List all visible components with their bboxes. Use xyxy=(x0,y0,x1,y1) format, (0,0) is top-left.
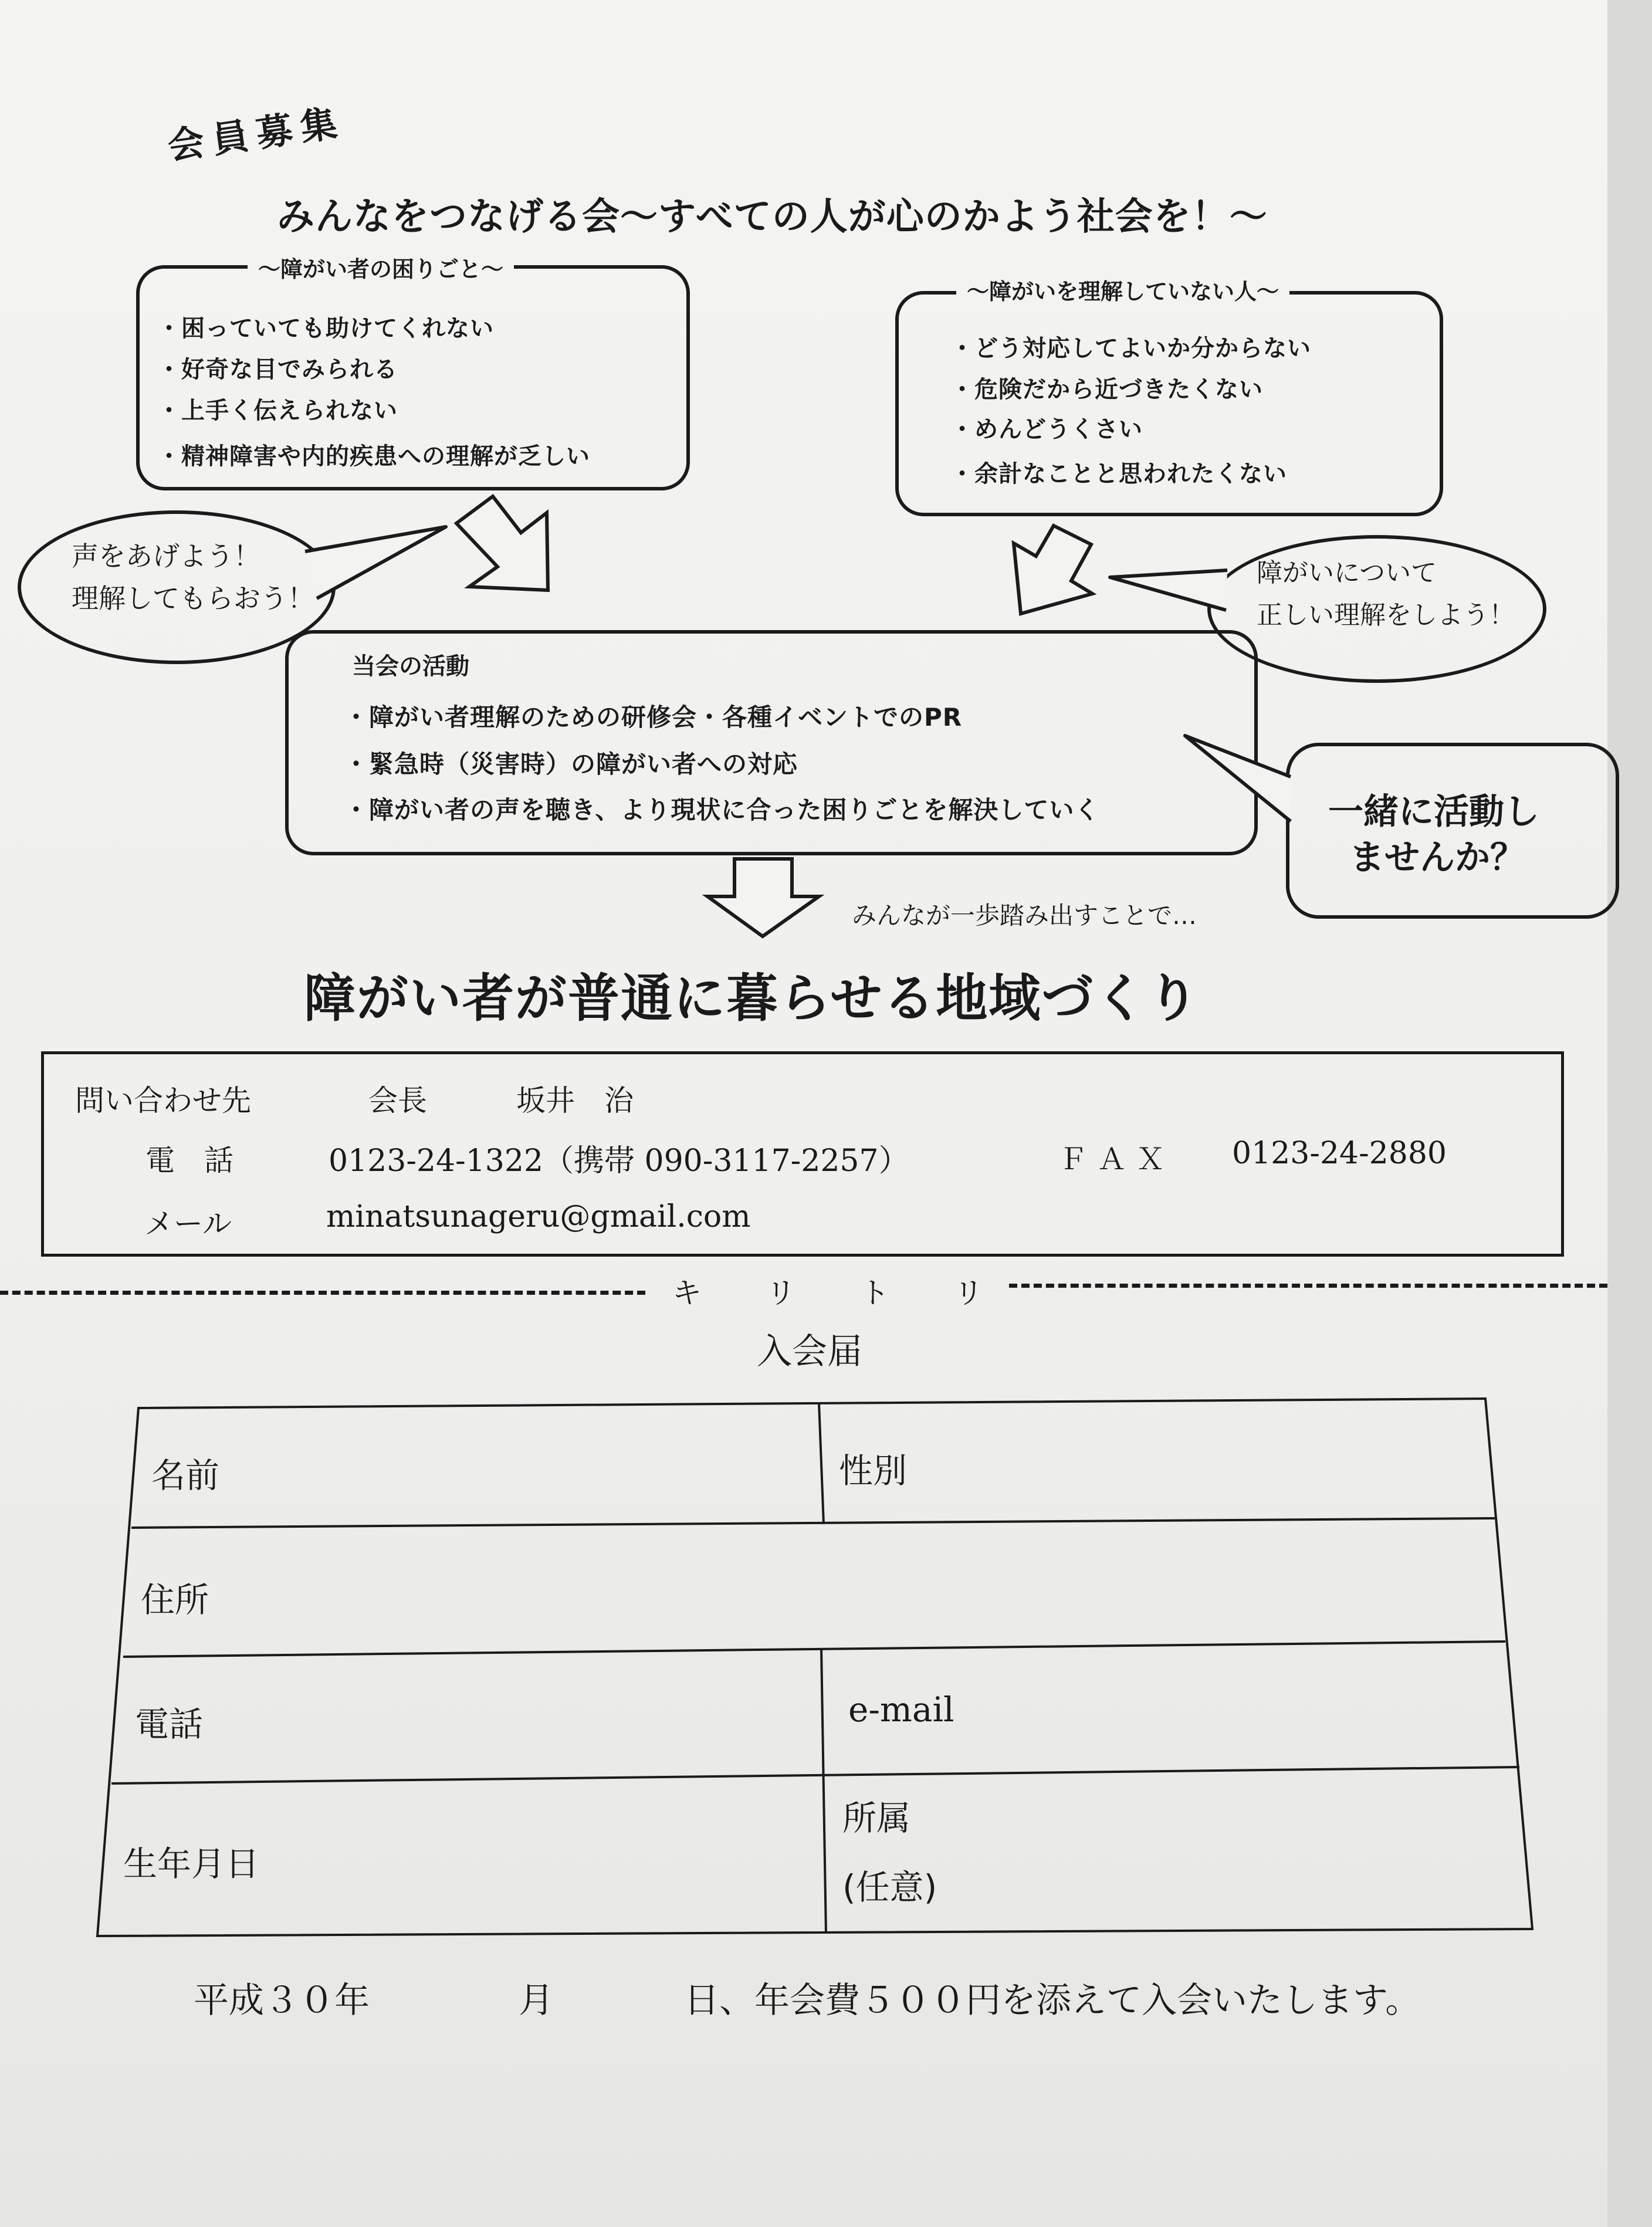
list-item: ・どう対応してよいか分からない xyxy=(950,335,1311,362)
footer-month-field[interactable] xyxy=(411,1965,505,2012)
cut-line-label: キ リ ト リ xyxy=(672,1276,1001,1310)
form-title: 入会届 xyxy=(757,1331,862,1372)
list-item: ・困っていても助けてくれない xyxy=(157,315,494,342)
form-email-label: e-mail xyxy=(848,1690,954,1730)
bubble-left-line: 声をあげよう！ xyxy=(72,540,260,572)
list-item: ・好奇な目でみられる xyxy=(157,356,398,383)
form-address-label: 住所 xyxy=(141,1580,209,1620)
form-divider xyxy=(821,1649,826,1934)
form-phone-label: 電話 xyxy=(135,1704,204,1744)
form-divider xyxy=(819,1403,824,1524)
disabled-troubles-title: ～障がい者の困りごと～ xyxy=(248,251,514,283)
list-item: ・余計なことと思われたくない xyxy=(950,461,1287,488)
fax-number: 0123-24-2880 xyxy=(1232,1136,1447,1171)
form-optional-label: (任意) xyxy=(842,1867,937,1907)
form-phone-field[interactable] xyxy=(305,1678,804,1760)
contact-name: 坂井 治 xyxy=(516,1084,634,1118)
mail-label: メール xyxy=(144,1207,232,1241)
step-caption: みんなが一歩踏み出すことで… xyxy=(852,901,1197,930)
invite-line: ませんか？ xyxy=(1349,837,1525,878)
form-gender-label: 性別 xyxy=(839,1451,908,1491)
form-email-field[interactable] xyxy=(1032,1672,1490,1754)
activity-item: ・障がい者の声を聴き、より現状に合った困りごとを解決していく xyxy=(344,796,1100,824)
contact-label: 問い合わせ先 xyxy=(75,1084,251,1118)
footer-day-field[interactable] xyxy=(581,1965,669,2012)
form-name-field[interactable] xyxy=(317,1431,798,1502)
contact-role: 会長 xyxy=(368,1084,427,1118)
bubble-left-line: 理解してもらおう！ xyxy=(72,583,314,614)
footer-era: 平成３０年 xyxy=(194,1980,370,2021)
mail-address: minatsunageru@gmail.com xyxy=(326,1199,751,1234)
goal-headline: 障がい者が普通に暮らせる地域づくり xyxy=(304,968,1200,1028)
footer-month: 月 xyxy=(519,1980,554,2021)
form-rule xyxy=(111,1767,1519,1783)
form-address-field[interactable] xyxy=(305,1555,1467,1631)
others-troubles-title: ～障がいを理解していない人～ xyxy=(956,273,1289,306)
fax-label: ＦＡＸ xyxy=(1058,1142,1174,1176)
form-rule xyxy=(131,1518,1495,1528)
phone-number: 0123-24-1322（携帯 090-3117-2257） xyxy=(329,1143,909,1179)
invite-line: 一緒に活動し xyxy=(1328,791,1539,832)
recruit-label: 会員募集 xyxy=(165,100,348,168)
form-affiliation-label: 所属 xyxy=(842,1798,911,1838)
activities-title: 当会の活動 xyxy=(352,653,469,680)
list-item: ・精神障害や内的疾患への理解が乏しい xyxy=(157,443,590,470)
footer-text: 日、年会費５００円を添えて入会いたします。 xyxy=(684,1980,1421,2021)
form-affiliation-field[interactable] xyxy=(997,1801,1502,1913)
form-birthdate-field[interactable] xyxy=(329,1807,798,1913)
activity-item: ・障がい者理解のための研修会・各種イベントでのPR xyxy=(344,703,963,732)
bubble-right-line: 障がいについて xyxy=(1257,558,1437,588)
slogan: みんなをつなげる会～すべての人が心のかよう社会を！～ xyxy=(277,195,1268,239)
list-item: ・めんどうくさい xyxy=(950,416,1143,443)
form-rule xyxy=(123,1642,1505,1657)
phone-label: 電 話 xyxy=(145,1143,233,1177)
activity-item: ・緊急時（災害時）の障がい者への対応 xyxy=(344,750,798,779)
list-item: ・上手く伝えられない xyxy=(157,397,398,424)
bubble-right-line: 正しい理解をしよう！ xyxy=(1257,600,1515,630)
list-item: ・危険だから近づきたくない xyxy=(950,376,1263,403)
form-birthdate-label: 生年月日 xyxy=(123,1844,260,1884)
form-name-label: 名前 xyxy=(151,1456,220,1495)
form-gender-field[interactable] xyxy=(962,1431,1461,1502)
